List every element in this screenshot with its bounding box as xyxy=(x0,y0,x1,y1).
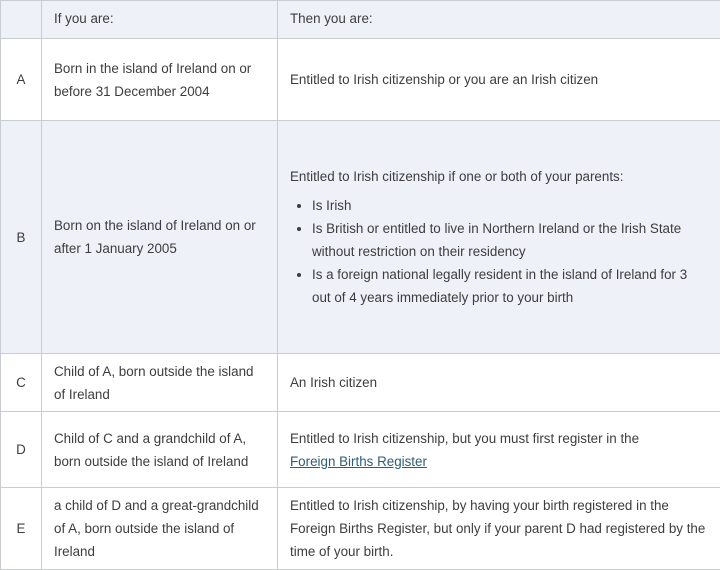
foreign-births-register-link[interactable]: Foreign Births Register xyxy=(290,454,427,469)
row-status: Entitled to Irish citizenship, by having your birth registered in the Foreign Births Register, but only if your parent D had registered by the time of your birth. xyxy=(278,488,720,570)
row-condition: a child of D and a great-grandchild of A, born outside the island of Ireland xyxy=(42,488,278,570)
table-row-a xyxy=(1,39,720,121)
row-letter: E xyxy=(1,488,42,570)
table-row-b xyxy=(1,121,720,354)
row-condition: Child of C and a grandchild of A, born outside the island of Ireland xyxy=(42,412,278,488)
header-row xyxy=(1,1,720,39)
row-status xyxy=(278,412,720,488)
row-condition: Child of A, born outside the island of Ireland xyxy=(42,354,278,412)
table-row-c xyxy=(1,354,720,412)
row-letter: D xyxy=(1,412,42,488)
header-if-you-are: If you are: xyxy=(42,1,278,39)
row-letter: C xyxy=(1,354,42,412)
row-status: Entitled to Irish citizenship or you are an Irish citizen xyxy=(278,39,720,121)
status-text: Entitled to Irish citizenship, but you must first register in the xyxy=(290,431,639,446)
header-letter xyxy=(1,1,42,39)
table-row-e xyxy=(1,488,720,570)
row-status xyxy=(278,121,720,354)
header-then-you-are: Then you are: xyxy=(278,1,720,39)
list-item: • Is Irish xyxy=(312,194,708,217)
list-item: • Is a foreign national legally resident in the island of Ireland for 3 out of 4 years immediately prior to your birth xyxy=(312,263,708,309)
parent-conditions-list xyxy=(290,194,708,309)
row-condition: Born in the island of Ireland on or before 31 December 2004 xyxy=(42,39,278,121)
row-status: An Irish citizen xyxy=(278,354,720,412)
row-letter: A xyxy=(1,39,42,121)
status-intro: Entitled to Irish citizenship if one or both of your parents: xyxy=(290,165,708,188)
row-letter: B xyxy=(1,121,42,354)
list-item: • Is British or entitled to live in Northern Ireland or the Irish State without restriction on their residency xyxy=(312,217,708,263)
row-condition: Born on the island of Ireland on or after 1 January 2005 xyxy=(42,121,278,354)
table-row-d xyxy=(1,412,720,488)
